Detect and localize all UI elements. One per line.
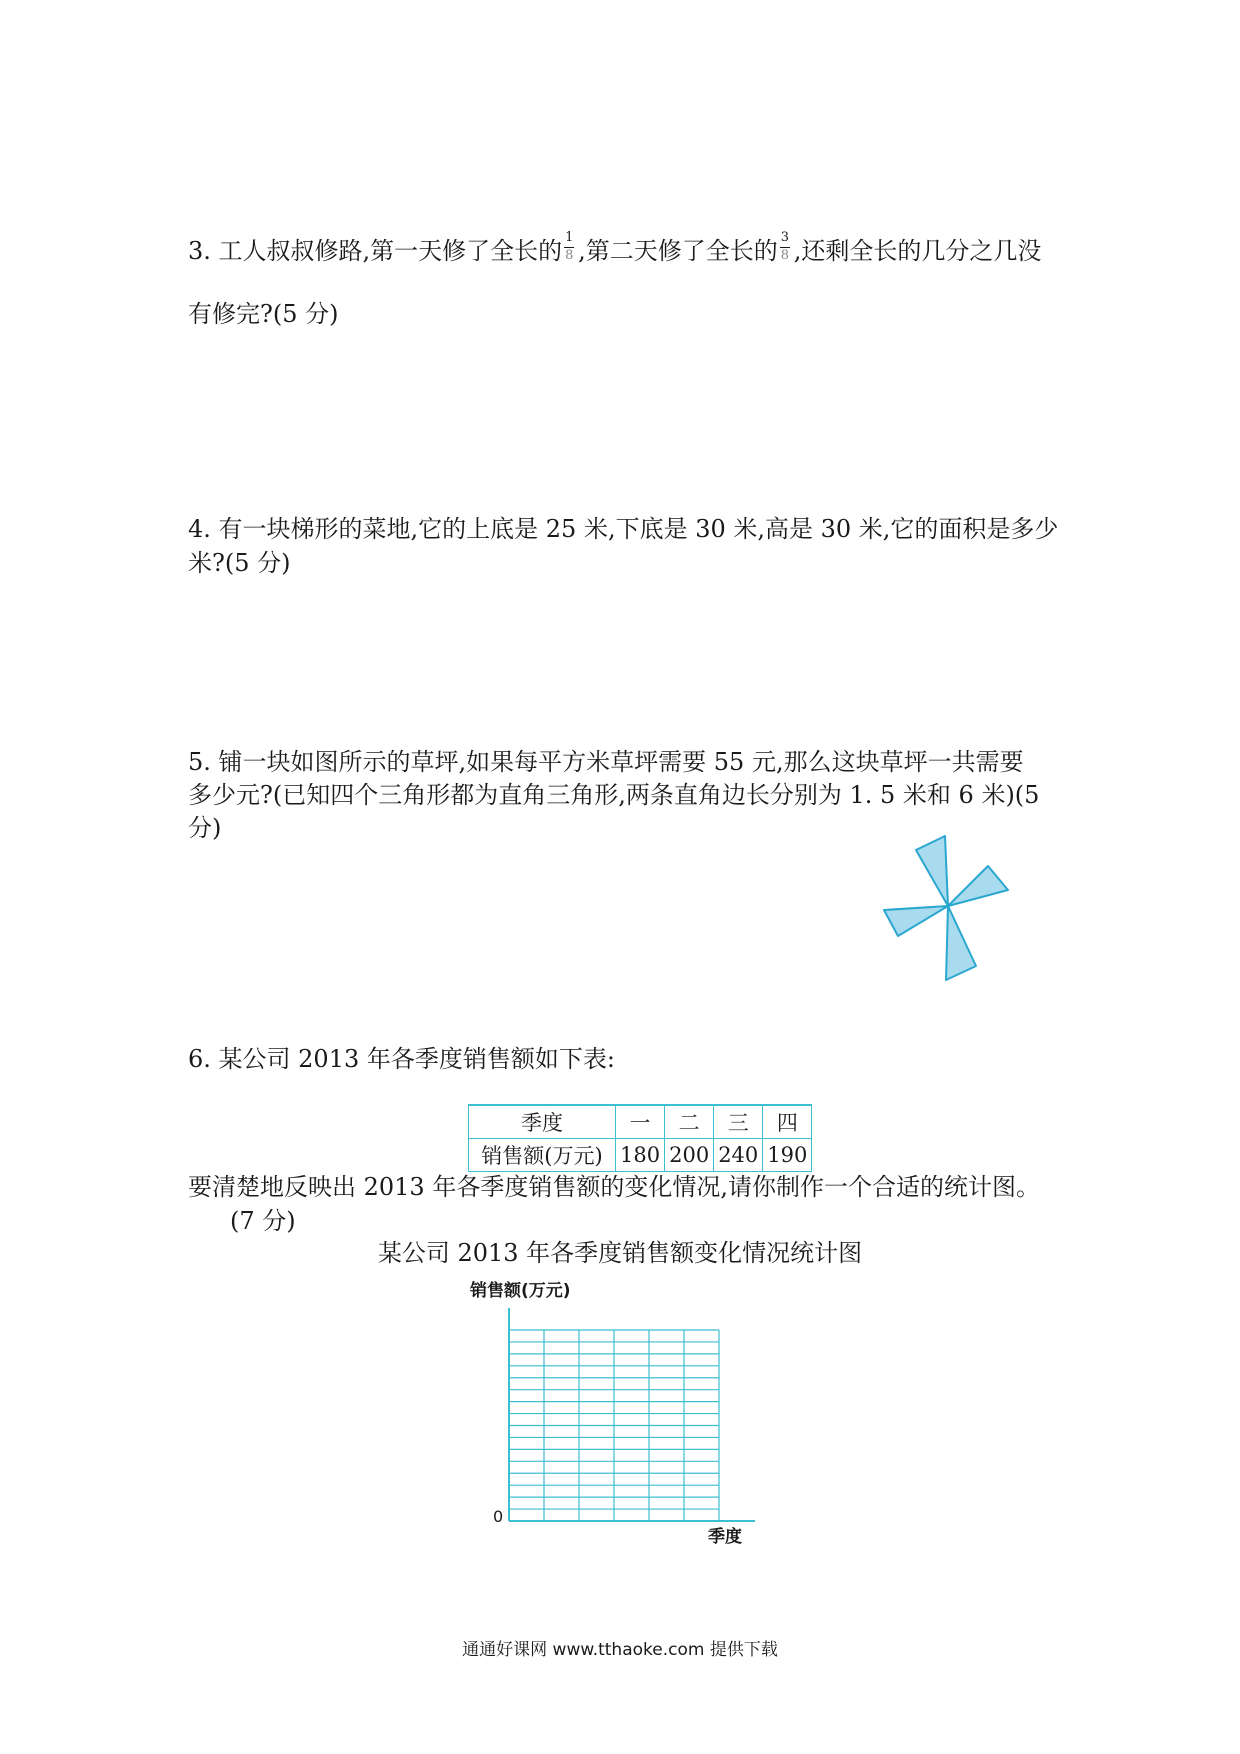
table-cell: 240 xyxy=(714,1139,763,1172)
q3-text-b: ,第二天修了全长的 xyxy=(578,237,778,265)
origin-label: 0 xyxy=(493,1507,504,1526)
question-4-line-2: 米?(5 分) xyxy=(188,549,291,577)
table-header-cell: 三 xyxy=(714,1105,763,1139)
question-6-score: (7 分) xyxy=(230,1207,296,1235)
table-cell: 200 xyxy=(665,1139,714,1172)
question-5-line-2: 多少元?(已知四个三角形都为直角三角形,两条直角边长分别为 1. 5 米和 6 米)(5 xyxy=(188,781,1040,809)
question-3-line-2: 有修完?(5 分) xyxy=(188,300,339,328)
table-cell: 190 xyxy=(763,1139,812,1172)
question-4-line-1: 4. 有一块梯形的菜地,它的上底是 25 米,下底是 30 米,高是 30 米,它的面积是多少 xyxy=(188,515,1059,543)
table-header-cell: 一 xyxy=(616,1105,665,1139)
fraction-1-8: $\frac{1}{8}$ xyxy=(565,229,574,263)
chart-grid xyxy=(509,1308,755,1521)
question-6-task: 要清楚地反映出 2013 年各季度销售额的变化情况,请你制作一个合适的统计图。 xyxy=(188,1173,1040,1201)
q3-text-c: ,还剩全长的几分之几没 xyxy=(793,237,1042,265)
x-axis-label: 季度 xyxy=(708,1527,742,1547)
question-5-line-1: 5. 铺一块如图所示的草坪,如果每平方米草坪需要 55 元,那么这块草坪一共需要 xyxy=(188,748,1024,776)
table-header-cell: 季度 xyxy=(469,1105,616,1139)
table-cell: 销售额(万元) xyxy=(469,1139,616,1172)
y-axis-label: 销售额(万元) xyxy=(470,1281,571,1301)
table-header-cell: 二 xyxy=(665,1105,714,1139)
question-6-intro: 6. 某公司 2013 年各季度销售额如下表: xyxy=(188,1045,615,1073)
table-header-cell: 四 xyxy=(763,1105,812,1139)
chart-title: 某公司 2013 年各季度销售额变化情况统计图 xyxy=(377,1239,863,1267)
fraction-3-8: $\frac{3}{8}$ xyxy=(780,229,790,263)
q3-text-a: 3. 工人叔叔修路,第一天修了全长的 xyxy=(188,237,563,265)
footer-credit: 通通好课网 www.tthaoke.com 提供下载 xyxy=(462,1640,778,1660)
question-5-line-3: 分) xyxy=(188,814,222,842)
table-cell: 180 xyxy=(616,1139,665,1172)
